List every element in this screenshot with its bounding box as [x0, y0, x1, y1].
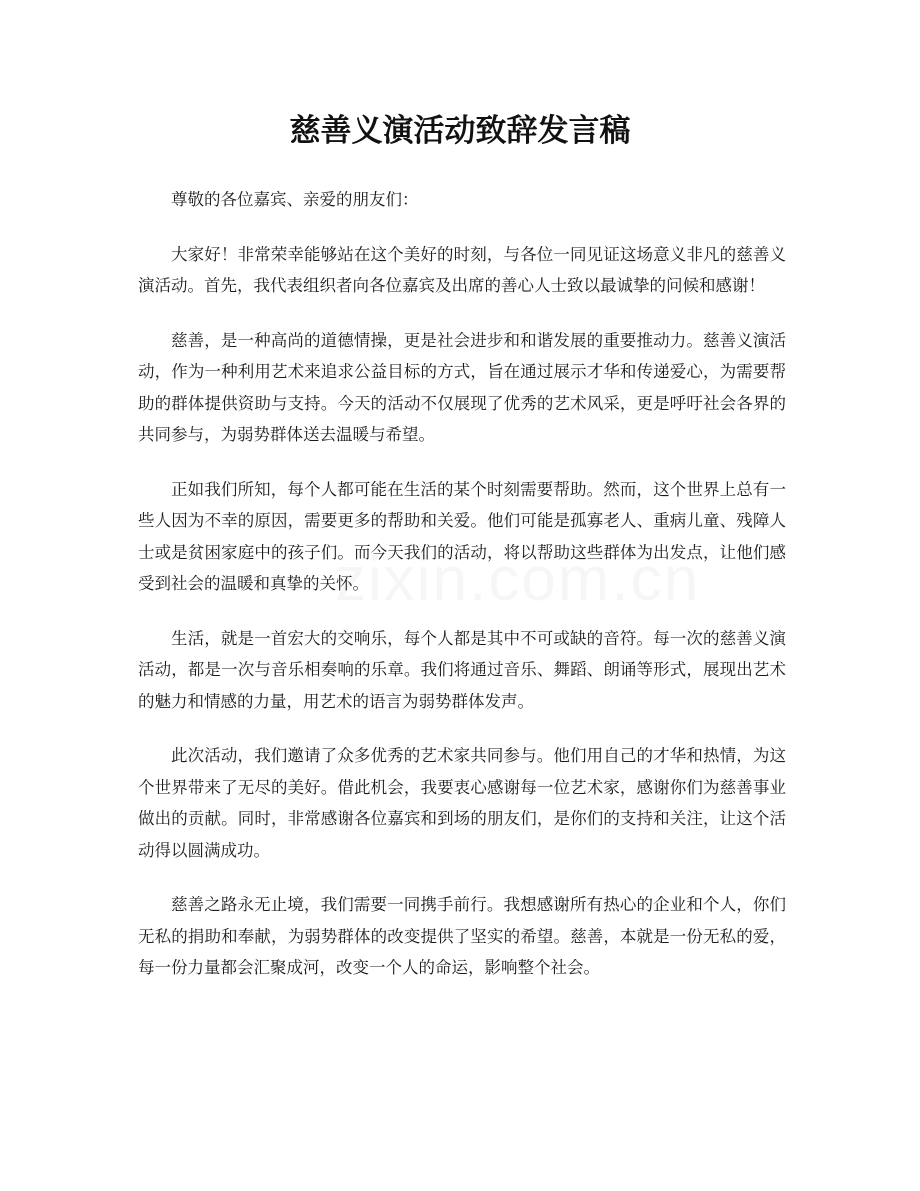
paragraph: 生活，就是一首宏大的交响乐，每个人都是其中不可或缺的音符。每一次的慈善义演活动，都是一次与音乐相奏响的乐章。我们将通过音乐、舞蹈、朗诵等形式，展现出艺术的魅力和情感的力量，用艺术的语言为弱势群体发声。	[138, 628, 786, 711]
paragraph: 正如我们所知，每个人都可能在生活的某个时刻需要帮助。然而，这个世界上总有一些人因为不幸的原因，需要更多的帮助和关爱。他们可能是孤寡老人、重病儿童、残障人士或是贫困家庭中的孩子们。而今天我们的活动，将以帮助这些群体为出发点，让他们感受到社会的温暖和真挚的关怀。	[138, 479, 786, 593]
paragraph: 慈善，是一种高尚的道德情操，更是社会进步和和谐发展的重要推动力。慈善义演活动，作为一种利用艺术来追求公益目标的方式，旨在通过展示才华和传递爱心，为需要帮助的群体提供资助与支持。今天的活动不仅展现了优秀的艺术风采，更是呼吁社会各界的共同参与，为弱势群体送去温暖与希望。	[138, 330, 786, 444]
paragraph: 此次活动，我们邀请了众多优秀的艺术家共同参与。他们用自己的才华和热情，为这个世界带来了无尽的美好。借此机会，我要衷心感谢每一位艺术家，感谢你们为慈善事业做出的贡献。同时，非常感谢各位嘉宾和到场的朋友们，是你们的支持和关注，让这个活动得以圆满成功。	[138, 746, 786, 860]
paragraph: 慈善之路永无止境，我们需要一同携手前行。我想感谢所有热心的企业和个人，你们无私的捐助和奉献，为弱势群体的改变提供了坚实的希望。慈善，本就是一份无私的爱，每一份力量都会汇聚成河，改变一个人的命运，影响整个社会。	[138, 895, 786, 977]
document-body	[138, 184, 786, 1007]
document-title: 慈善义演活动致辞发言稿	[289, 113, 631, 149]
salutation: 尊敬的各位嘉宾、亲爱的朋友们：	[171, 190, 419, 209]
paragraph: 大家好！非常荣幸能够站在这个美好的时刻，与各位一同见证这场意义非凡的慈善义演活动。首先，我代表组织者向各位嘉宾及出席的善心人士致以最诚挚的问候和感谢！	[138, 244, 786, 295]
